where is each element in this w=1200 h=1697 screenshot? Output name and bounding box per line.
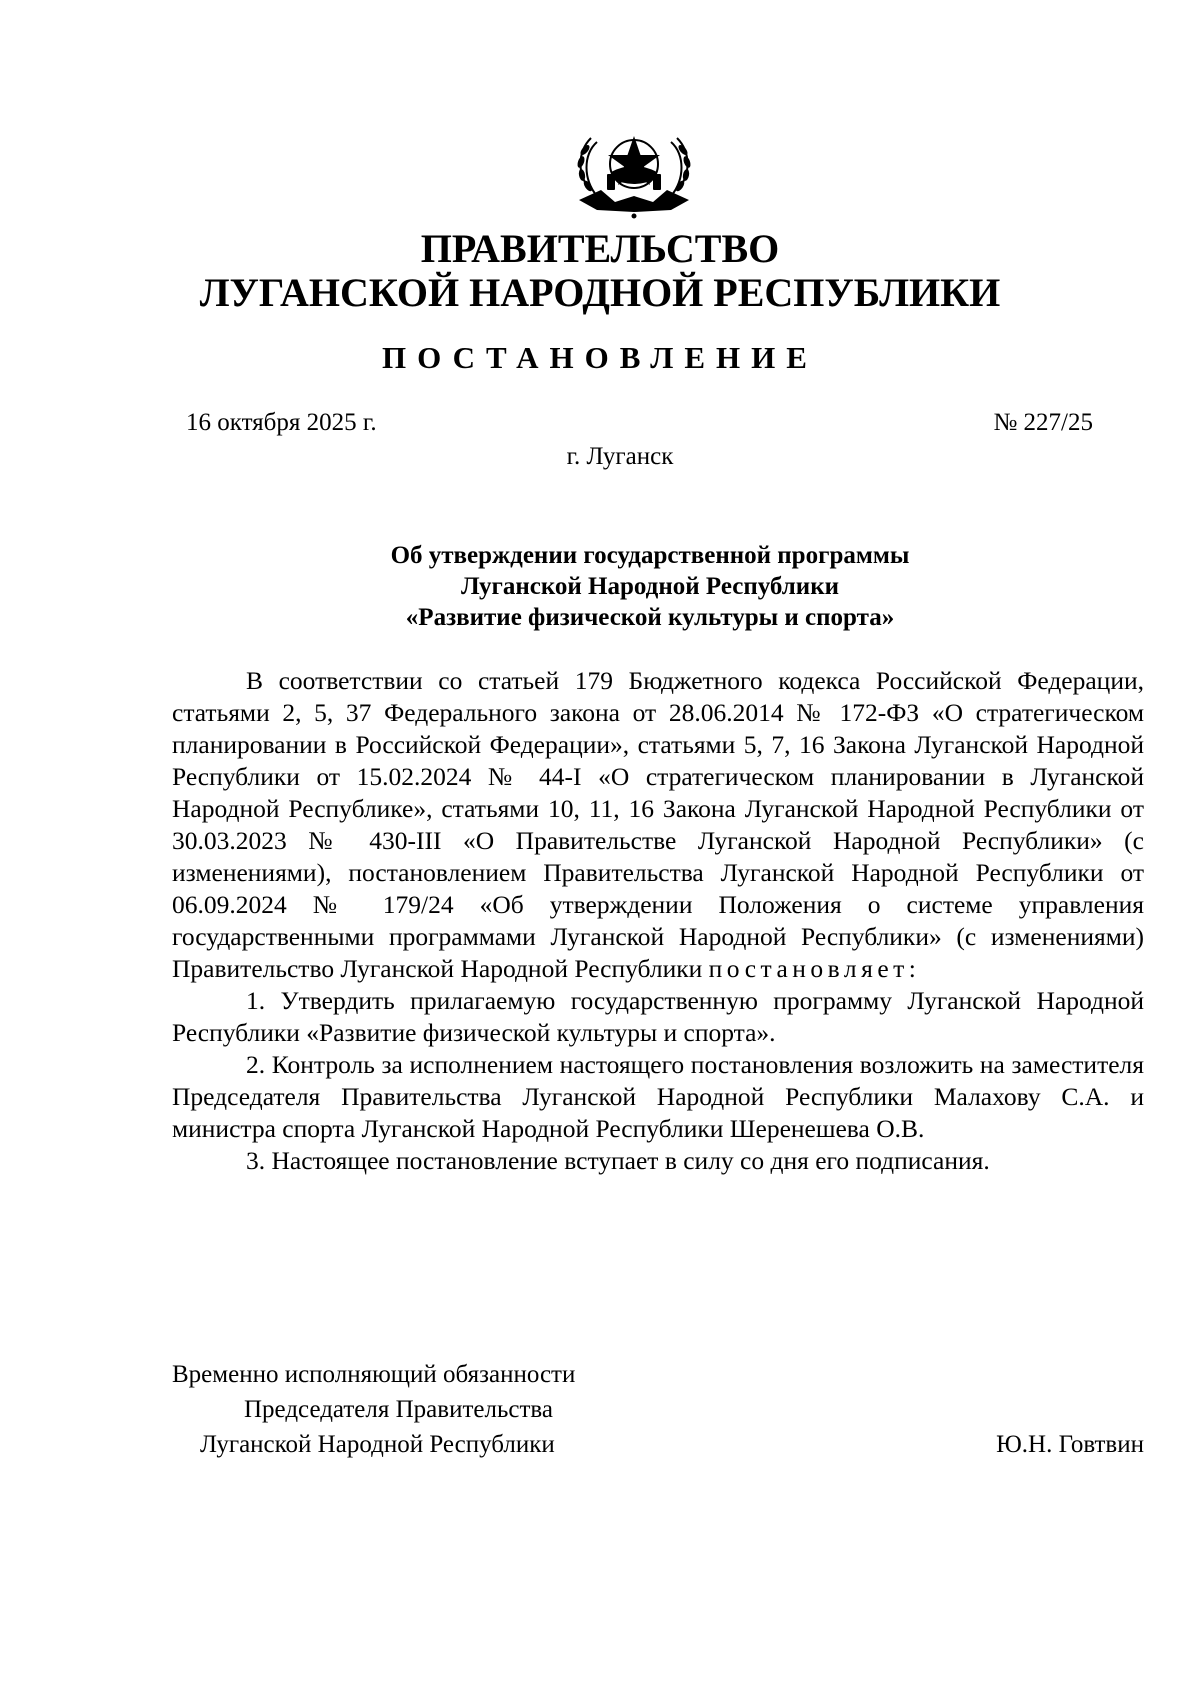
government-title-line-1: ПРАВИТЕЛЬСТВО bbox=[420, 226, 780, 271]
clause-paragraph: 1. Утвердить прилагаемую государственную программу Луганской Народной Республики «Развитие физической культуры и спорта». bbox=[172, 986, 1144, 1047]
heading-line: Об утверждении государственной программы bbox=[390, 542, 910, 569]
signatory-position-line: Временно исполняющий обязанности bbox=[172, 1361, 576, 1388]
document-body bbox=[172, 665, 1144, 1177]
preamble-text: В соответствии со статьей 179 Бюджетного кодекса Российской Федерации, статьями 2, 5, 37 Федерального закона от 28.06.2014 № 172-ФЗ «О стратегическом планировании в Российской Федерации», статьями 5, 7, 16 Закона Луганской Народной Республики от 15.02.2024 № 44-I «О стратегическом планировании в Луганской Народной Республике», статьями 10, 11, 16 Закона Луганской Народной Республики от 30.03.2023 № 430-III «О Правительстве Луганской Народной Республики» (с изменениями), постановлением Правительства Луганской Народной Республики от 06.09.2024 № 179/24 «Об утверждении Положения о системе управления государственными программами Луганской Народной Республики» (с изменениями) Правительство Луганской Народной Республики bbox=[172, 666, 1144, 983]
document-city: г. Луганск bbox=[566, 443, 674, 470]
signatory-position bbox=[172, 1357, 575, 1462]
signatory-position-line: Председателя Правительства bbox=[244, 1396, 553, 1423]
preamble-paragraph bbox=[172, 665, 1144, 985]
signatory-position-line: Луганской Народной Республики bbox=[200, 1431, 555, 1458]
coat-of-arms-emblem bbox=[571, 120, 697, 220]
clause-paragraph: 2. Контроль за исполнением настоящего постановления возложить на заместителя Председателя Правительства Луганской Народной Республики Малахову С.А. и министра спорта Луганской Народной Республики Шеренешева О.В. bbox=[172, 1050, 1144, 1143]
document-heading bbox=[330, 540, 970, 633]
document-type: ПОСТАНОВЛЕНИЕ bbox=[382, 340, 818, 375]
government-title-line-2: ЛУГАНСКОЙ НАРОДНОЙ РЕСПУБЛИКИ bbox=[199, 270, 1001, 315]
document-date: 16 октября 2025 г. bbox=[186, 409, 377, 436]
clause-paragraph: 3. Настоящее постановление вступает в силу со дня его подписания. bbox=[246, 1146, 990, 1175]
resolves-word: постановляет: bbox=[708, 954, 921, 983]
document-number: № 227/25 bbox=[993, 409, 1093, 436]
heading-line: Луганской Народной Республики bbox=[460, 573, 840, 600]
signatory-name: Ю.Н. Говтвин bbox=[996, 1431, 1144, 1458]
heading-line: «Развитие физической культуры и спорта» bbox=[405, 604, 895, 631]
